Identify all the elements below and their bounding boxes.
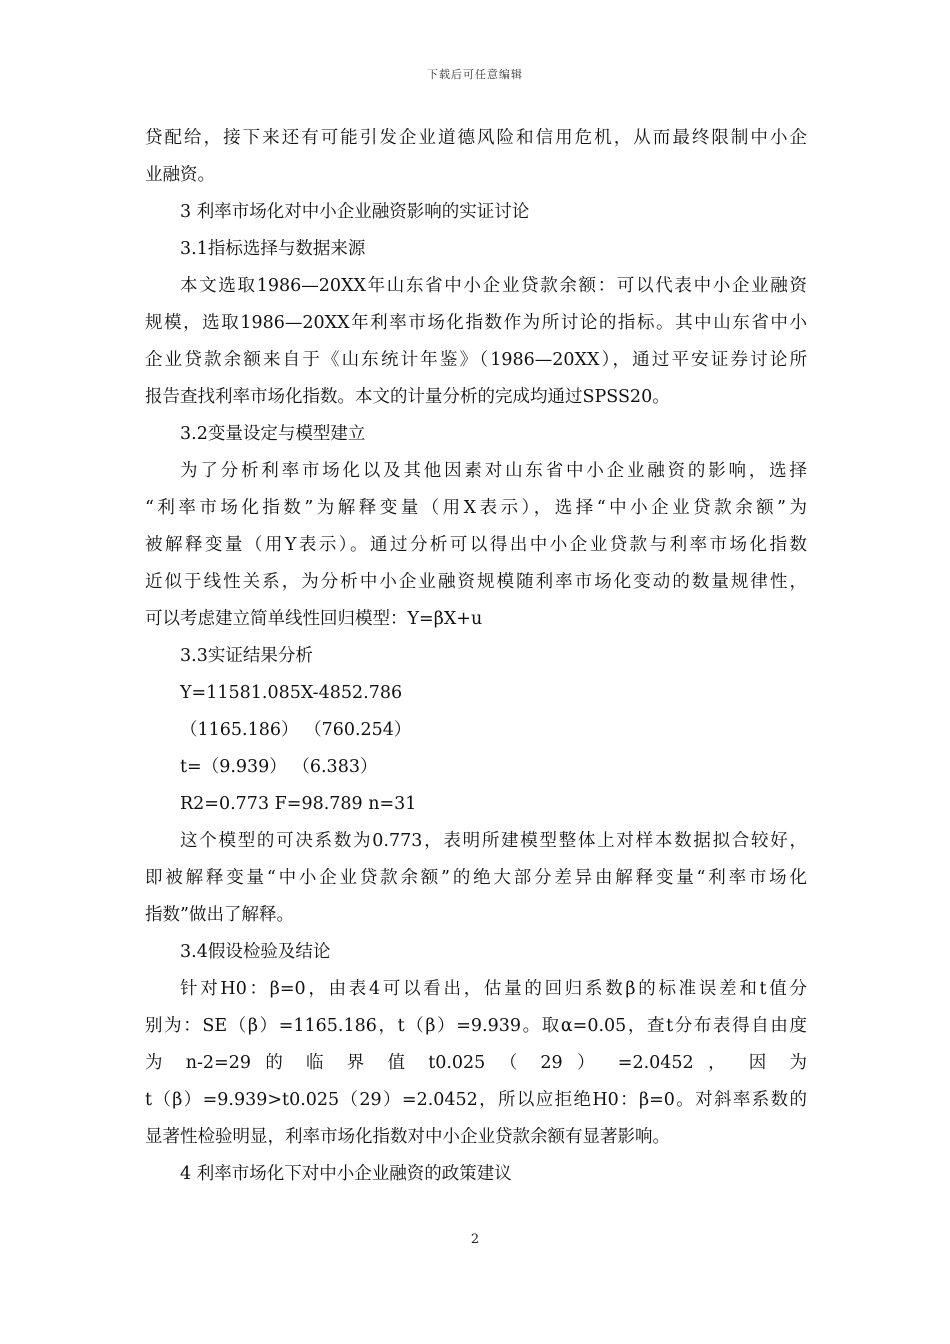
paragraph-line: 贷配给，接下来还有可能引发企业道德风险和信用危机，从而最终限制中小企	[145, 128, 807, 148]
paragraph-line: 企业贷款余额来自于《山东统计年鉴》（1986—20XX），通过平安证券讨论所	[145, 350, 807, 370]
page-number: 2	[470, 1232, 480, 1247]
paragraph-line: 本文选取1986—20XX年山东省中小企业贷款余额：可以代表中小企业融资	[180, 276, 807, 296]
paragraph-line: 规模，选取1986—20XX年利率市场化指数作为所讨论的指标。其中山东省中小	[145, 313, 807, 333]
page-header: 下载后可任意编辑	[427, 68, 523, 81]
paragraph-line: 为 n-2=29 的 临 界 值 t0.025 （ 29 ） =2.0452 ， 因 为	[145, 1053, 807, 1073]
subsection-heading: 3.4假设检验及结论	[180, 942, 331, 962]
paragraph-line: 可以考虑建立简单线性回归模型：Y=βX+u	[145, 609, 483, 629]
equation-line: R2=0.773 F=98.789 n=31	[180, 794, 417, 814]
paragraph-line: 别为：SE（β）=1165.186，t（β）=9.939。取α=0.05，查t分布表得自由度	[145, 1016, 807, 1036]
paragraph-line: “利率市场化指数”为解释变量（用X表示），选择“中小企业贷款余额”为	[145, 498, 807, 518]
paragraph-line: 业融资。	[145, 165, 215, 185]
paragraph-line: 这个模型的可决系数为0.773，表明所建模型整体上对样本数据拟合较好，	[180, 831, 807, 851]
paragraph-line: 指数”做出了解释。	[145, 905, 294, 925]
paragraph-line: 报告查找利率市场化指数。本文的计量分析的完成均通过SPSS20。	[145, 387, 670, 407]
section-heading: 4 利率市场化下对中小企业融资的政策建议	[180, 1164, 512, 1184]
paragraph-line: 为了分析利率市场化以及其他因素对山东省中小企业融资的影响，选择	[180, 461, 807, 481]
paragraph-line: 被解释变量（用Y表示）。通过分析可以得出中小企业贷款与利率市场化指数	[145, 535, 807, 555]
paragraph-line: 即被解释变量“中小企业贷款余额”的绝大部分差异由解释变量“利率市场化	[145, 868, 807, 888]
subsection-heading: 3.3实证结果分析	[180, 646, 313, 666]
paragraph-line: 针对H0：β=0，由表4可以看出，估量的回归系数β的标准误差和t值分	[180, 979, 807, 999]
subsection-heading: 3.1指标选择与数据来源	[180, 239, 366, 259]
section-heading: 3 利率市场化对中小企业融资影响的实证讨论	[180, 202, 530, 222]
subsection-heading: 3.2变量设定与模型建立	[180, 424, 366, 444]
equation-line: （1165.186） （760.254）	[180, 720, 412, 740]
equation-line: Y=11581.085X-4852.786	[180, 683, 403, 703]
paragraph-line: t（β）=9.939>t0.025（29）=2.0452，所以应拒绝H0：β=0。对斜率系数的	[145, 1090, 807, 1110]
paragraph-line: 显著性检验明显，利率市场化指数对中小企业贷款余额有显著影响。	[145, 1127, 670, 1147]
paragraph-line: 近似于线性关系，为分析中小企业融资规模随利率市场化变动的数量规律性，	[145, 572, 807, 592]
equation-line: t=（9.939） （6.383）	[180, 757, 378, 777]
document-body	[145, 120, 807, 1193]
